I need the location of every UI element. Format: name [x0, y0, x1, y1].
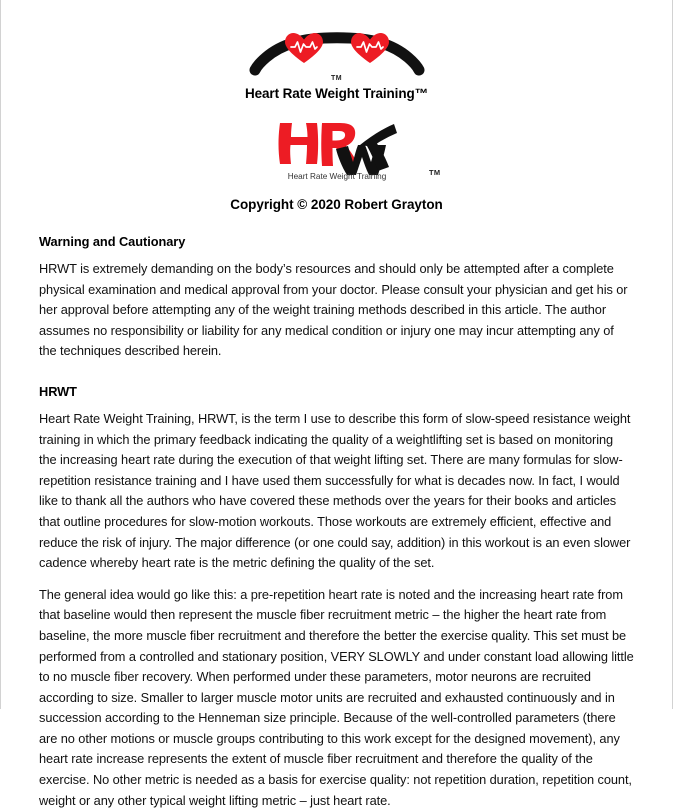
hrwt-trademark-symbol: TM — [429, 168, 441, 177]
brand-title: Heart Rate Weight Training™ — [244, 86, 429, 101]
section-hrwt-paragraph-1: Heart Rate Weight Training, HRWT, is the term I use to describe this form of slow-speed resistance weight training in which the primary feedback indicating the quality of a weightlifting set is based on monitoring the increasing heart rate during the execution of that weight lifting set. There are many formulas for slow-repetition resistance training and I have used them successfully for what is decades now. In fact, I would like to thank all the authors who have covered these methods over the years for their books and articles that outline procedures for slow-motion workouts. Those workouts are extremely efficient, effective and reduce the risk of injury. The major difference (or one could say, addition) in this workout is an even slower cadence whereby heart rate is the metric defining the quality of the set. — [39, 410, 631, 571]
section-hrwt-paragraph-2: The general idea would go like this: a pre-repetition heart rate is noted and the increasing heart rate from that baseline would then represent the muscle fiber recruitment metric – the higher the heart rate from baseline, the more muscle fiber recruitment and therefore the better the exercise quality. This set must be performed from a controlled and stationary position, VERY SLOWLY and under constant load allowing little to no muscle fiber recovery. When performed under these parameters, motor neurons are recruited according to size. Smaller to larger muscle motor units are recruited and exhausted continuously and in succession according to the Henneman size principle. Because of the well-controlled parameters (there are no other motions or muscle groups contributing to this work except for the designed movement), any heart rate increase represents the extent of muscle fiber recruitment and therefore the quality of the exercise. No other metric is needed as a basis for exercise quality: not repetition duration, repetition count, weight or any other typical weight lifting metric – just heart rate. — [39, 586, 634, 808]
barbell-with-hearts-logo — [241, 26, 433, 76]
copyright-line: Copyright © 2020 Robert Grayton — [230, 197, 443, 212]
document-content — [1, 0, 672, 811]
section-warning-paragraph-1: HRWT is extremely demanding on the body’s resources and should only be attempted after a complete physical examination and medical approval from your doctor. Please consult your physician and get his or her approval before attempting any of the weight training methods described in this article. The author assumes no responsibility or liability for any medical condition or injury one may incur attempting any of the techniques described herein. — [39, 261, 628, 359]
masthead — [39, 0, 634, 212]
section-heading-warning: Warning and Cautionary — [39, 234, 186, 249]
hrwt-wordmark-logo — [274, 115, 400, 181]
barbell-trademark-symbol: TM — [331, 75, 342, 82]
section-heading-hrwt: HRWT — [39, 383, 77, 399]
hrwt-subtitle-text: Heart Rate Weight Training — [287, 172, 386, 181]
